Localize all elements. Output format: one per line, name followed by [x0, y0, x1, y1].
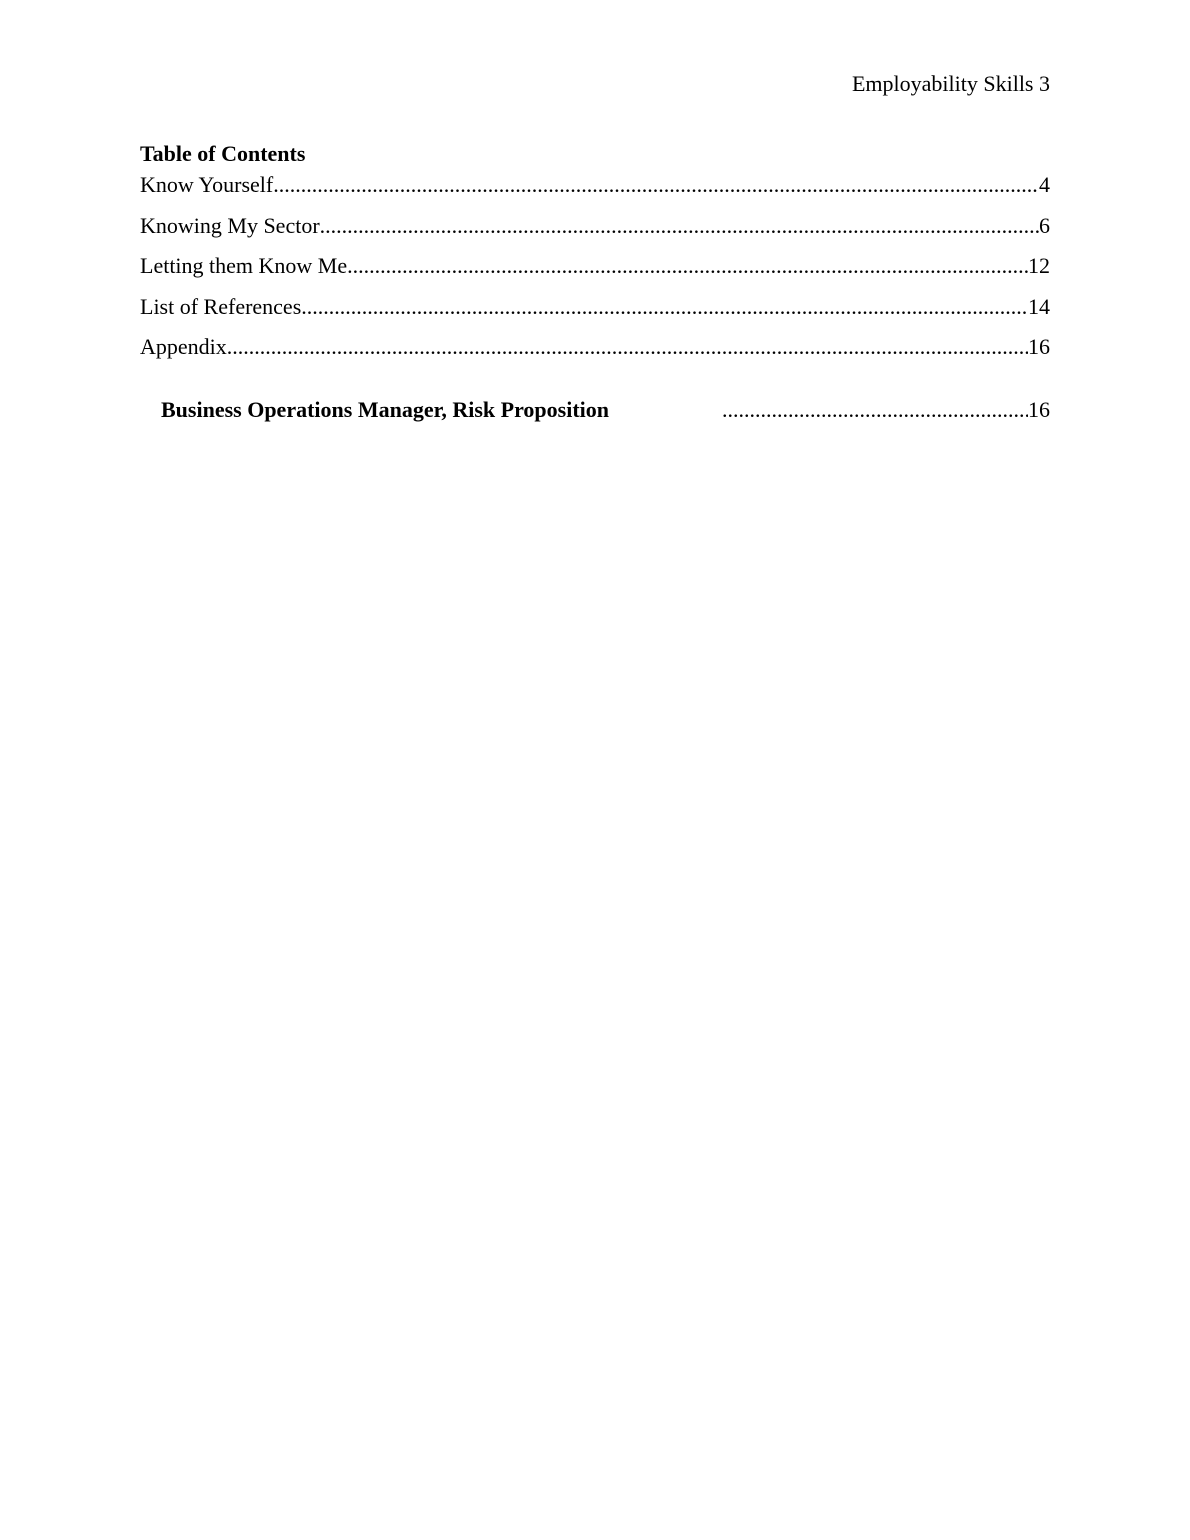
- toc-entry-page: 16: [1028, 334, 1050, 359]
- toc-entry-appendix[interactable]: [140, 333, 1050, 361]
- toc-subentry-page: 16: [1028, 397, 1050, 422]
- toc-entry-knowing-my-sector[interactable]: [140, 212, 1050, 240]
- toc-entry-label: Letting them Know Me: [140, 253, 348, 278]
- toc-dot-leader: [722, 396, 1028, 424]
- toc-dot-leader: [301, 293, 1028, 321]
- toc-entry-label: List of References: [140, 293, 302, 319]
- toc-entry-page: 14: [1028, 293, 1050, 319]
- toc-subentry-label: Business Operations Manager, Risk Proposition: [161, 397, 610, 422]
- toc-entry-label: Know Yourself: [140, 172, 274, 197]
- toc-entry-list-of-references[interactable]: [140, 293, 1050, 321]
- toc-dot-leader: [273, 171, 1039, 199]
- toc-entry-label: Appendix: [140, 334, 227, 359]
- toc-entry-page: 6: [1039, 212, 1050, 238]
- toc-dot-leader: [320, 212, 1039, 240]
- toc-title: Table of Contents: [140, 141, 306, 166]
- toc-entry-letting-them-know-me[interactable]: [140, 252, 1050, 280]
- table-of-contents: [140, 171, 1050, 374]
- toc-entry-page: 12: [1028, 253, 1050, 278]
- running-header: Employability Skills 3: [851, 71, 1050, 96]
- toc-dot-leader: [227, 333, 1028, 361]
- toc-subentry-business-operations-manager[interactable]: [161, 396, 1050, 424]
- toc-dot-leader: [347, 252, 1028, 280]
- toc-subentry-leader-group: [722, 396, 1050, 424]
- toc-entry-page: 4: [1039, 172, 1050, 197]
- toc-entry-know-yourself[interactable]: [140, 171, 1050, 199]
- toc-entry-label: Knowing My Sector: [140, 212, 320, 238]
